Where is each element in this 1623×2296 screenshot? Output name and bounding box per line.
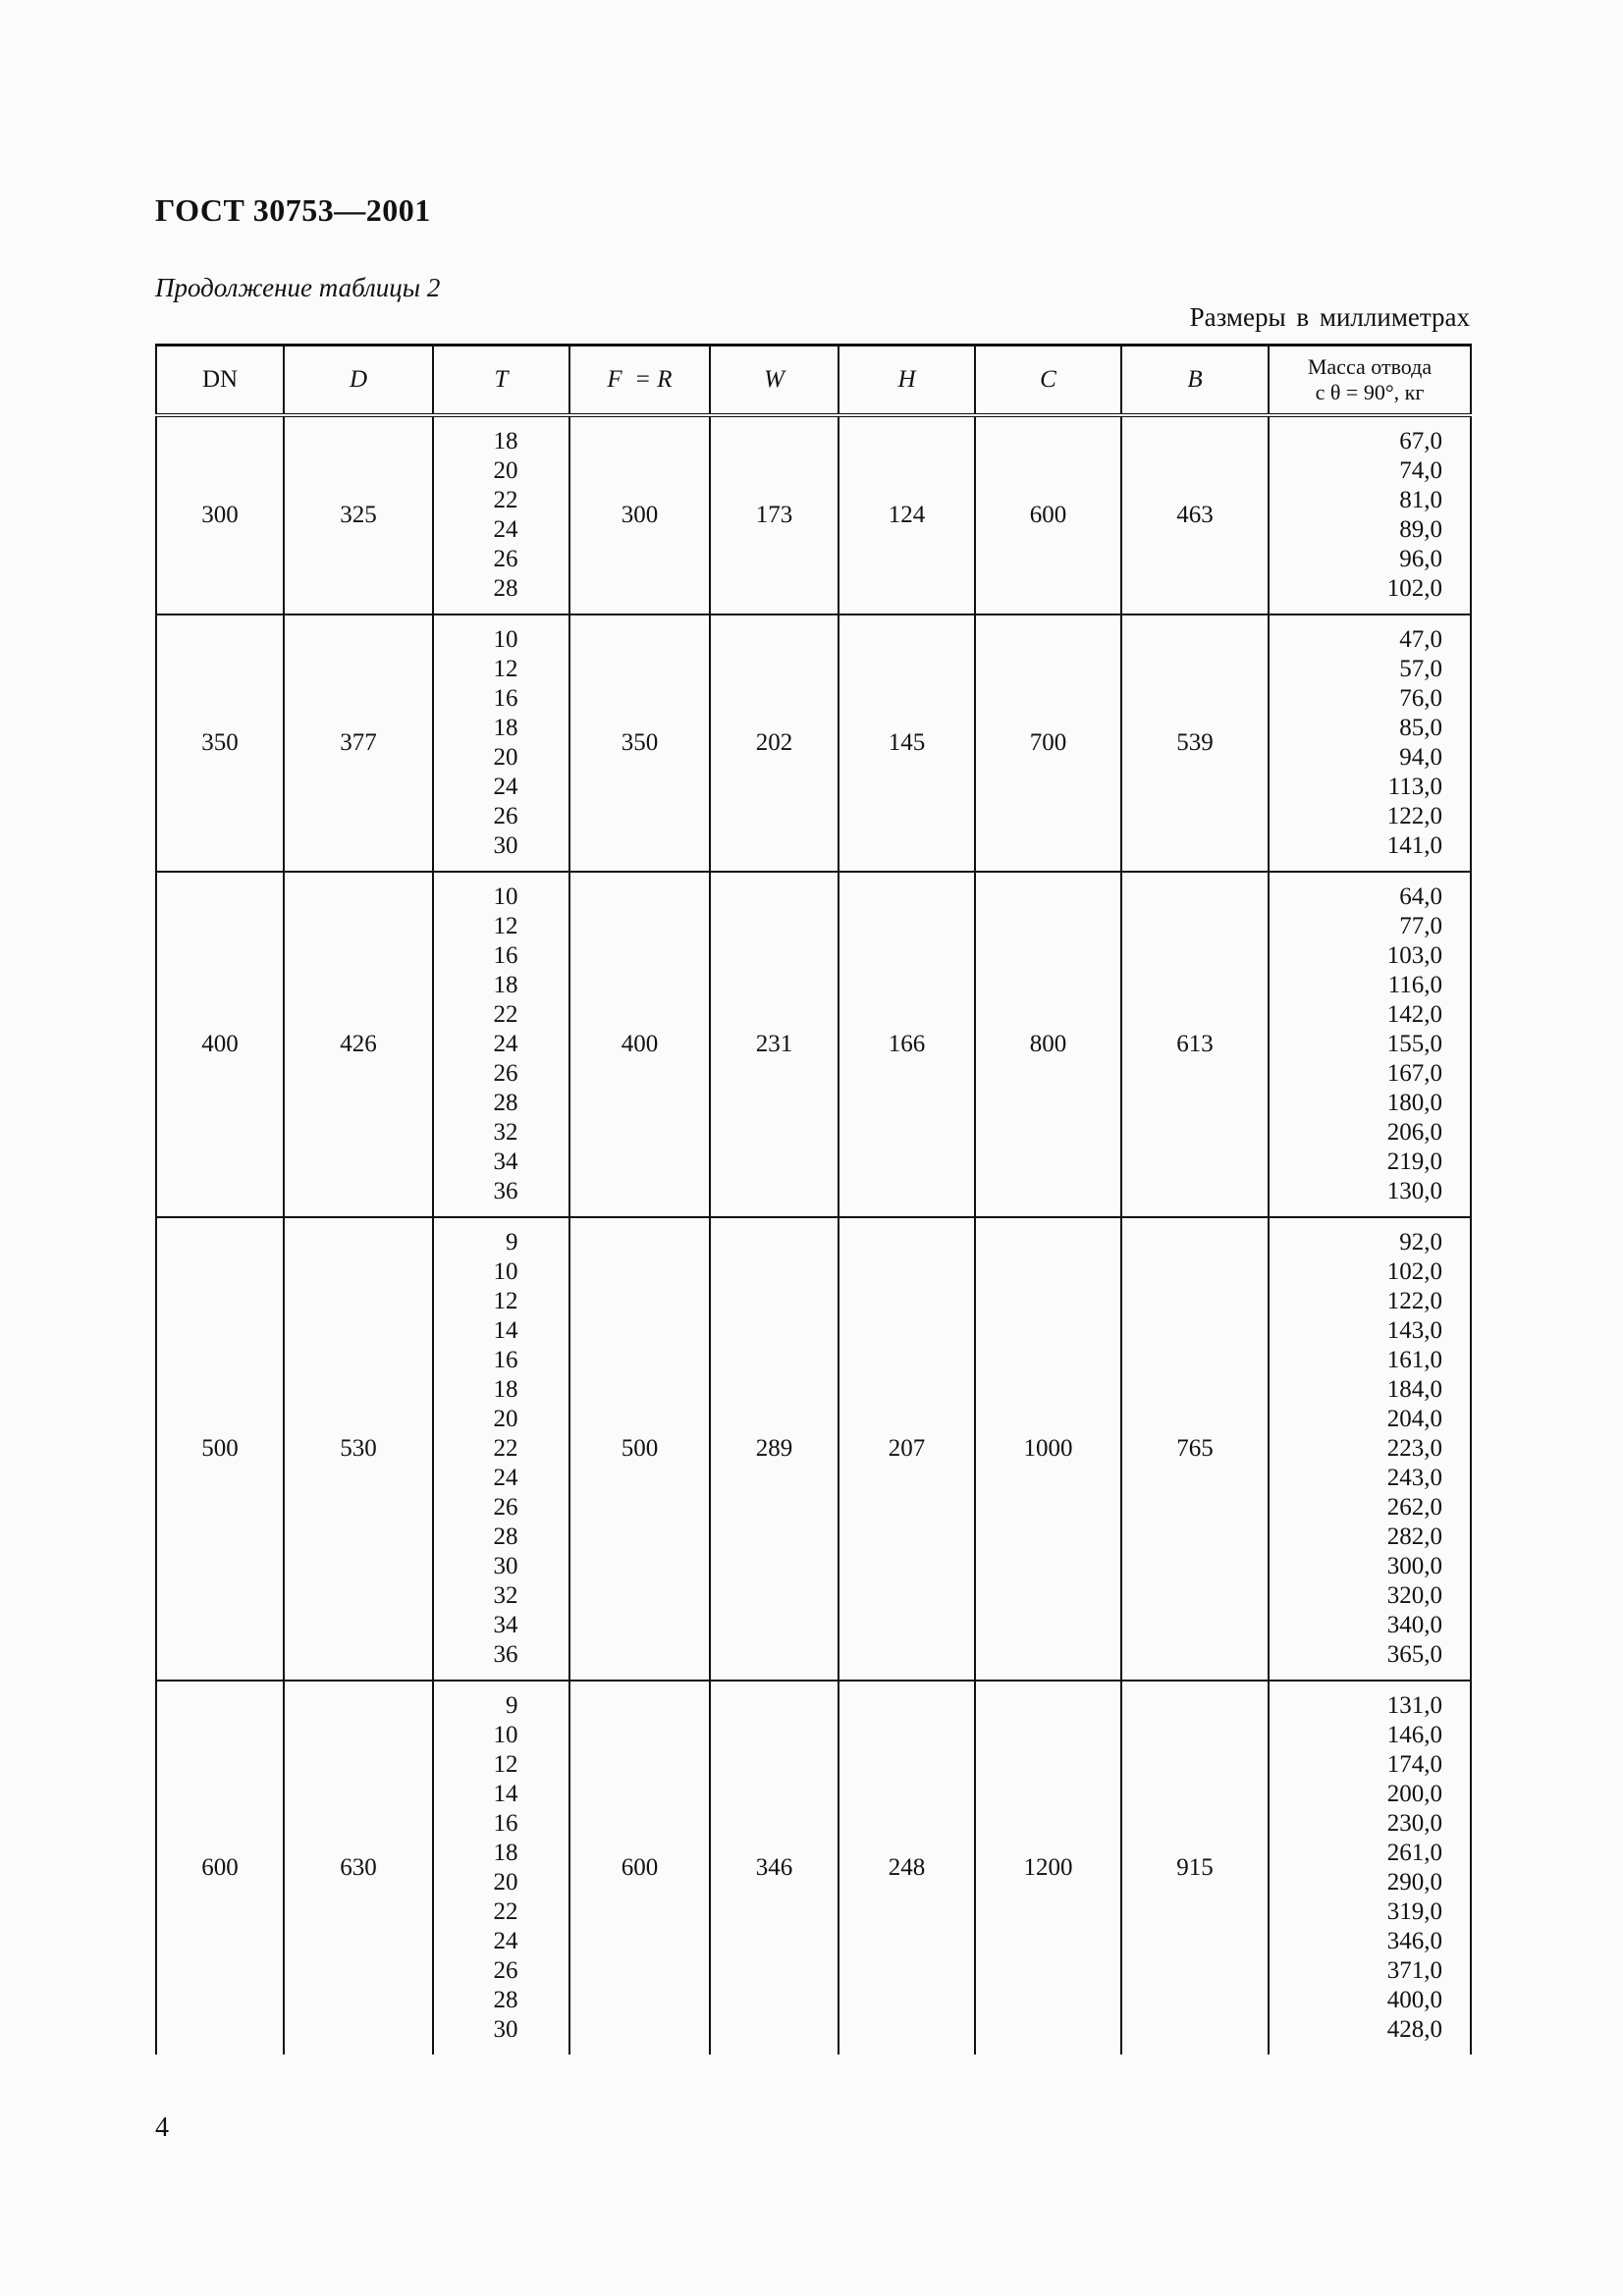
mass-value: 320,0 xyxy=(1386,1582,1442,1609)
table-row xyxy=(156,614,1471,872)
table-row xyxy=(156,1681,1471,2055)
cell-d: 630 xyxy=(284,1681,433,2055)
table-body xyxy=(156,415,1471,2055)
cell-c: 1000 xyxy=(975,1217,1121,1681)
mass-value: 400,0 xyxy=(1386,1987,1442,2013)
mass-value: 200,0 xyxy=(1386,1781,1442,1807)
cell-f-r: 500 xyxy=(569,1217,710,1681)
header-d: D xyxy=(284,346,433,416)
cell-d: 325 xyxy=(284,415,433,614)
mass-list xyxy=(1270,625,1442,861)
mass-value: 155,0 xyxy=(1386,1031,1442,1057)
mass-value: 102,0 xyxy=(1386,1258,1442,1285)
header-h: H xyxy=(839,346,975,416)
thickness-value: 22 xyxy=(493,1435,518,1462)
cell-w: 202 xyxy=(710,614,839,872)
cell-d: 377 xyxy=(284,614,433,872)
mass-value: 141,0 xyxy=(1386,832,1442,859)
cell-dn: 600 xyxy=(156,1681,284,2055)
thickness-value: 36 xyxy=(493,1178,518,1204)
mass-value: 131,0 xyxy=(1386,1692,1442,1719)
header-dn: DN xyxy=(156,346,284,416)
cell-h: 145 xyxy=(839,614,975,872)
table-row xyxy=(156,872,1471,1217)
thickness-value: 32 xyxy=(493,1582,518,1609)
cell-dn: 300 xyxy=(156,415,284,614)
mass-value: 57,0 xyxy=(1399,656,1442,682)
table-header-row xyxy=(156,346,1471,416)
cell-w: 231 xyxy=(710,872,839,1217)
cell-w: 346 xyxy=(710,1681,839,2055)
thickness-list xyxy=(485,1691,518,2045)
thickness-value: 26 xyxy=(493,1060,518,1087)
cell-mass xyxy=(1269,1217,1471,1681)
cell-t xyxy=(433,415,569,614)
mass-value: 184,0 xyxy=(1386,1376,1442,1403)
cell-c: 600 xyxy=(975,415,1121,614)
cell-t xyxy=(433,872,569,1217)
mass-value: 122,0 xyxy=(1386,803,1442,829)
mass-value: 130,0 xyxy=(1386,1178,1442,1204)
thickness-list xyxy=(485,1228,518,1670)
cell-f-r: 600 xyxy=(569,1681,710,2055)
table-row xyxy=(156,1217,1471,1681)
cell-c: 1200 xyxy=(975,1681,1121,2055)
mass-value: 94,0 xyxy=(1399,744,1442,771)
thickness-value: 18 xyxy=(493,428,518,454)
thickness-value: 24 xyxy=(493,1928,518,1954)
units-note: Размеры в миллиметрах xyxy=(1189,302,1470,332)
thickness-value: 10 xyxy=(493,1258,518,1285)
mass-value: 206,0 xyxy=(1386,1119,1442,1146)
thickness-value: 14 xyxy=(493,1781,518,1807)
mass-value: 319,0 xyxy=(1386,1898,1442,1925)
cell-w: 289 xyxy=(710,1217,839,1681)
thickness-value: 28 xyxy=(493,1987,518,2013)
cell-t xyxy=(433,1217,569,1681)
mass-value: 89,0 xyxy=(1399,516,1442,543)
cell-f-r: 350 xyxy=(569,614,710,872)
thickness-value: 24 xyxy=(493,516,518,543)
thickness-value: 36 xyxy=(493,1641,518,1668)
mass-value: 340,0 xyxy=(1386,1612,1442,1638)
cell-b: 463 xyxy=(1121,415,1269,614)
thickness-value: 26 xyxy=(493,546,518,572)
header-c: C xyxy=(975,346,1121,416)
header-mass-line1: Масса отвода xyxy=(1307,354,1433,379)
cell-d: 426 xyxy=(284,872,433,1217)
mass-value: 77,0 xyxy=(1399,913,1442,939)
mass-value: 161,0 xyxy=(1386,1347,1442,1373)
thickness-value: 20 xyxy=(493,457,518,484)
cell-b: 915 xyxy=(1121,1681,1269,2055)
mass-value: 116,0 xyxy=(1387,972,1442,998)
thickness-value: 22 xyxy=(493,487,518,513)
mass-value: 67,0 xyxy=(1399,428,1442,454)
thickness-value: 26 xyxy=(493,803,518,829)
page-number: 4 xyxy=(155,2112,169,2143)
mass-list xyxy=(1270,882,1442,1206)
thickness-value: 28 xyxy=(493,1090,518,1116)
thickness-value: 18 xyxy=(493,1376,518,1403)
thickness-value: 24 xyxy=(493,774,518,800)
mass-value: 76,0 xyxy=(1399,685,1442,712)
mass-value: 223,0 xyxy=(1386,1435,1442,1462)
thickness-value: 30 xyxy=(493,1553,518,1579)
cell-dn: 500 xyxy=(156,1217,284,1681)
thickness-value: 9 xyxy=(506,1229,518,1255)
mass-value: 92,0 xyxy=(1399,1229,1442,1255)
cell-h: 124 xyxy=(839,415,975,614)
thickness-value: 16 xyxy=(493,685,518,712)
mass-value: 142,0 xyxy=(1386,1001,1442,1028)
cell-h: 248 xyxy=(839,1681,975,2055)
mass-value: 167,0 xyxy=(1386,1060,1442,1087)
cell-mass xyxy=(1269,415,1471,614)
cell-dn: 350 xyxy=(156,614,284,872)
thickness-value: 24 xyxy=(493,1465,518,1491)
header-w: W xyxy=(710,346,839,416)
standard-designation: ГОСТ 30753—2001 xyxy=(155,192,431,228)
mass-list xyxy=(1270,1228,1442,1670)
thickness-value: 12 xyxy=(493,1288,518,1314)
cell-mass xyxy=(1269,614,1471,872)
cell-t xyxy=(433,1681,569,2055)
mass-list xyxy=(1270,427,1442,604)
thickness-value: 16 xyxy=(493,1810,518,1837)
thickness-value: 30 xyxy=(493,832,518,859)
cell-c: 700 xyxy=(975,614,1121,872)
mass-value: 262,0 xyxy=(1386,1494,1442,1521)
thickness-value: 32 xyxy=(493,1119,518,1146)
cell-d: 530 xyxy=(284,1217,433,1681)
mass-value: 122,0 xyxy=(1386,1288,1442,1314)
mass-value: 102,0 xyxy=(1386,575,1442,602)
mass-value: 64,0 xyxy=(1399,883,1442,910)
header-t: T xyxy=(433,346,569,416)
mass-value: 174,0 xyxy=(1386,1751,1442,1778)
cell-w: 173 xyxy=(710,415,839,614)
thickness-value: 18 xyxy=(493,972,518,998)
mass-value: 428,0 xyxy=(1386,2016,1442,2043)
mass-value: 243,0 xyxy=(1386,1465,1442,1491)
cell-f-r: 400 xyxy=(569,872,710,1217)
cell-mass xyxy=(1269,872,1471,1217)
thickness-value: 10 xyxy=(493,883,518,910)
cell-mass xyxy=(1269,1681,1471,2055)
mass-value: 204,0 xyxy=(1386,1406,1442,1432)
mass-value: 143,0 xyxy=(1386,1317,1442,1344)
thickness-list xyxy=(485,625,518,861)
header-mass xyxy=(1269,346,1471,416)
thickness-value: 10 xyxy=(493,1722,518,1748)
mass-value: 365,0 xyxy=(1386,1641,1442,1668)
mass-value: 180,0 xyxy=(1386,1090,1442,1116)
dimensions-table xyxy=(155,344,1472,2055)
thickness-value: 22 xyxy=(493,1001,518,1028)
thickness-value: 14 xyxy=(493,1317,518,1344)
thickness-value: 24 xyxy=(493,1031,518,1057)
cell-t xyxy=(433,614,569,872)
thickness-value: 12 xyxy=(493,913,518,939)
mass-value: 219,0 xyxy=(1386,1148,1442,1175)
thickness-value: 26 xyxy=(493,1494,518,1521)
thickness-list xyxy=(485,427,518,604)
thickness-value: 26 xyxy=(493,1957,518,1984)
mass-value: 81,0 xyxy=(1399,487,1442,513)
cell-dn: 400 xyxy=(156,872,284,1217)
mass-value: 85,0 xyxy=(1399,715,1442,741)
thickness-value: 28 xyxy=(493,1523,518,1550)
thickness-value: 10 xyxy=(493,626,518,653)
thickness-value: 18 xyxy=(493,1840,518,1866)
mass-value: 346,0 xyxy=(1386,1928,1442,1954)
mass-list xyxy=(1270,1691,1442,2045)
cell-b: 539 xyxy=(1121,614,1269,872)
cell-h: 166 xyxy=(839,872,975,1217)
thickness-list xyxy=(485,882,518,1206)
thickness-value: 12 xyxy=(493,1751,518,1778)
thickness-value: 20 xyxy=(493,1869,518,1896)
thickness-value: 28 xyxy=(493,575,518,602)
thickness-value: 9 xyxy=(506,1692,518,1719)
mass-value: 261,0 xyxy=(1386,1840,1442,1866)
table-caption: Продолжение таблицы 2 xyxy=(155,273,441,302)
thickness-value: 20 xyxy=(493,744,518,771)
thickness-value: 16 xyxy=(493,942,518,969)
mass-value: 103,0 xyxy=(1386,942,1442,969)
header-mass-line2: с θ = 90°, кг xyxy=(1315,380,1425,404)
header-f-r: F = R xyxy=(569,346,710,416)
thickness-value: 34 xyxy=(493,1148,518,1175)
mass-value: 230,0 xyxy=(1386,1810,1442,1837)
table-row xyxy=(156,415,1471,614)
mass-value: 74,0 xyxy=(1399,457,1442,484)
thickness-value: 20 xyxy=(493,1406,518,1432)
thickness-value: 30 xyxy=(493,2016,518,2043)
mass-value: 146,0 xyxy=(1386,1722,1442,1748)
thickness-value: 18 xyxy=(493,715,518,741)
thickness-value: 16 xyxy=(493,1347,518,1373)
mass-value: 47,0 xyxy=(1399,626,1442,653)
cell-h: 207 xyxy=(839,1217,975,1681)
mass-value: 290,0 xyxy=(1386,1869,1442,1896)
cell-b: 613 xyxy=(1121,872,1269,1217)
thickness-value: 22 xyxy=(493,1898,518,1925)
thickness-value: 34 xyxy=(493,1612,518,1638)
cell-f-r: 300 xyxy=(569,415,710,614)
header-b: B xyxy=(1121,346,1269,416)
mass-value: 300,0 xyxy=(1386,1553,1442,1579)
cell-b: 765 xyxy=(1121,1217,1269,1681)
mass-value: 96,0 xyxy=(1399,546,1442,572)
thickness-value: 12 xyxy=(493,656,518,682)
mass-value: 371,0 xyxy=(1386,1957,1442,1984)
mass-value: 113,0 xyxy=(1387,774,1442,800)
cell-c: 800 xyxy=(975,872,1121,1217)
mass-value: 282,0 xyxy=(1386,1523,1442,1550)
